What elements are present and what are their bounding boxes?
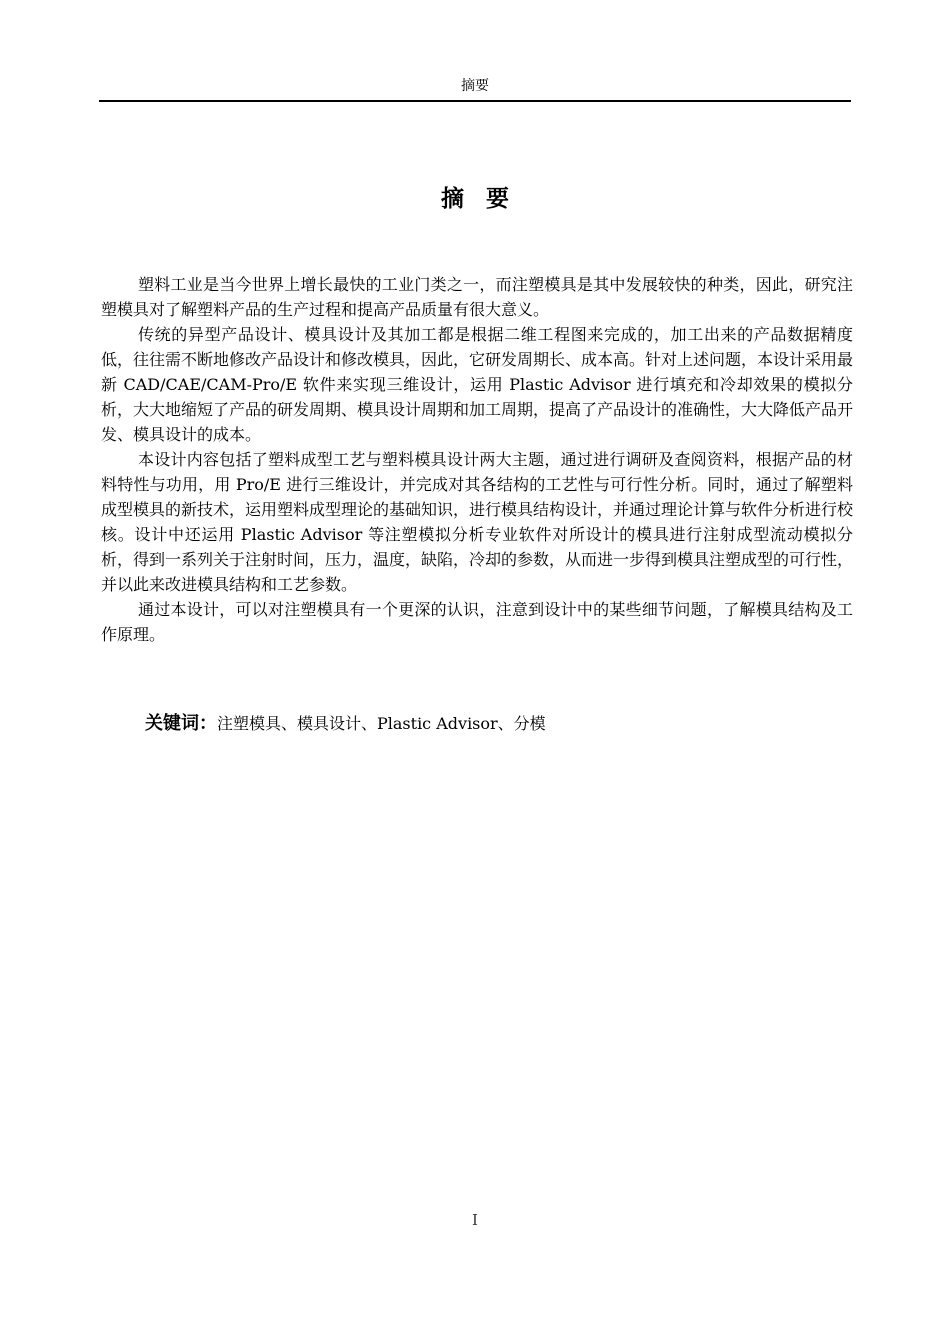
running-header: 摘要	[461, 78, 489, 94]
abstract-body	[101, 272, 853, 647]
page-number: I	[472, 1211, 478, 1229]
page-title: 摘要	[441, 186, 531, 212]
keywords-label: 关键词：	[145, 713, 217, 734]
abstract-paragraph-1: 塑料工业是当今世界上增长最快的工业门类之一，而注塑模具是其中发展较快的种类，因此，研究注塑模具对了解塑料产品的生产过程和提高产品质量有很大意义。	[101, 275, 853, 319]
keywords-line	[145, 710, 845, 738]
abstract-paragraph-2: 传统的异型产品设计、模具设计及其加工都是根据二维工程图来完成的，加工出来的产品数据精度低，往往需不断地修改产品设计和修改模具，因此，它研发周期长、成本高。针对上述问题，本设计采用最新 CAD/CAE/CAM-Pro/E 软件来实现三维设计，运用 Plastic Advisor 进行填充和冷却效果的模拟分析，大大地缩短了产品的研发周期、模具设计周期和加工周期，提高了产品设计的准确性，大大降低产品开发、模具设计的成本。	[101, 325, 854, 444]
keywords-value: 注塑模具、模具设计、Plastic Advisor、分模	[217, 714, 546, 733]
abstract-paragraph-4: 通过本设计，可以对注塑模具有一个更深的认识，注意到设计中的某些细节问题，了解模具结构及工作原理。	[101, 600, 853, 644]
abstract-paragraph-3: 本设计内容包括了塑料成型工艺与塑料模具设计两大主题，通过进行调研及查阅资料，根据产品的材料特性与功用，用 Pro/E 进行三维设计，并完成对其各结构的工艺性与可行性分析。同时，通过了解塑料成型模具的新技术，运用塑料成型理论的基础知识，进行模具结构设计，并通过理论计算与软件分析进行校核。设计中还运用 Plastic Advisor 等注塑模拟分析专业软件对所设计的模具进行注射成型流动模拟分析，得到一系列关于注射时间，压力，温度，缺陷，冷却的参数，从而进一步得到模具注塑成型的可行性，并以此来改进模具结构和工艺参数。	[101, 450, 854, 594]
header-rule	[99, 100, 851, 102]
